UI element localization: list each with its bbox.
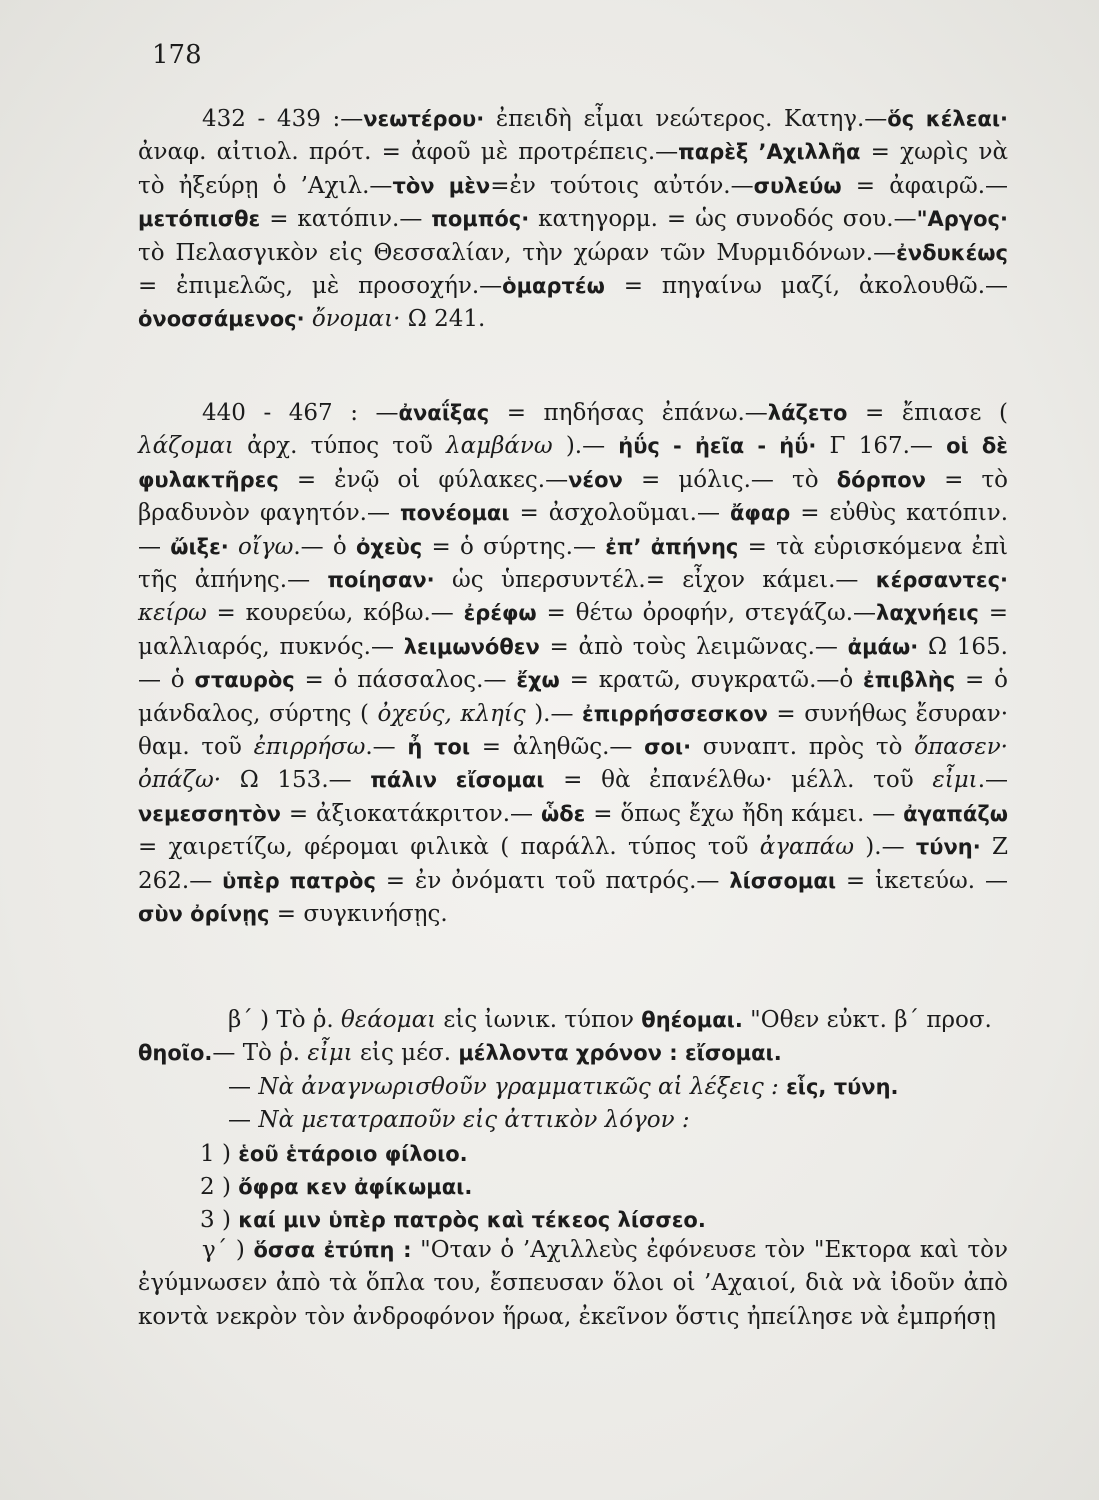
exercise-b-line2: θηοῖο.— Τὸ ῥ. εἶμι εἰς μέσ. μέλλοντα χρόνον : εἴσομαι. [138,1040,782,1067]
exercise-list-item-1: 1 ) ἑοῦ ἑτάροιο φίλοιο. [200,1140,468,1167]
exercise-b-line3: — Νὰ ἀναγνωρισθοῦν γραμματικῶς αἱ λέξεις : εἷς, τύνη. [228,1073,899,1100]
page-number: 178 [152,40,202,70]
exercise-b-line1: β΄ ) Τὸ ῥ. θεάομαι εἰς ἰωνικ. τύπον θηέομαι. "Οθεν εὐκτ. β΄ προσ. [228,1007,992,1033]
commentary-block-gamma [138,1234,1008,1334]
exercise-b-line4: — Νὰ μετατραποῦν εἰς ἀττικὸν λόγον : [228,1107,690,1134]
paragraph-440-467: 440 - 467 : —ἀναΐξας = πηδήσας ἐπάνω.—λάζετο = ἔπιασε ( λάζομαι ἀρχ. τύπος τοῦ λαμβάνω ).— ἠΰς - ἠεῖα - ἠΰ· Γ 167.— οἱ δὲ φυλακτῆρες = ἐνῷ οἱ φύλακες.—νέον = μόλις.— τὸ δόρπον = τὸ βραδυνὸν φαγητόν.— πονέομαι = ἀσχολοῦμαι.— ἄφαρ = εὐθὺς κατόπιν.— ὤιξε· οἴγω.— ὁ ὀχεὺς = ὁ σύρτης.— ἐπ’ ἀπήνης = τὰ εὑρισκόμενα ἐπὶ τῆς ἀπήνης.— ποίησαν· ὡς ὑπερσυντέλ.= εἶχον κάμει.— κέρσαντες· κείρω = κουρεύω, κόβω.— ἐρέφω = θέτω ὀροφήν, στεγάζω.—λαχνήεις = μαλλιαρός, πυκνός.— λειμωνόθεν = ἀπὸ τοὺς λειμῶνας.— ἀμάω· Ω 165. — ὁ σταυρὸς = ὁ πάσσαλος.— ἔχω = κρατῶ, συγκρατῶ.—ὁ ἐπιβλὴς = ὁ μάνδαλος, σύρτης ( ὀχεύς, κληίς ).— ἐπιρρήσσεσκον = συνήθως ἔσυραν· θαμ. τοῦ ἐπιρρήσω.— ἦ τοι = ἀληθῶς.— σοι· συναπτ. πρὸς τὸ ὄπασεν· ὀπάζω· Ω 153.— πάλιν εἴσομαι = θὰ ἐπανέλθω· μέλλ. τοῦ εἶμι.— νεμεσσητὸν = ἀξιοκατάκριτον.— ὧδε = ὅπως ἔχω ἤδη κάμει. — ἀγαπάζω = χαιρετίζω, φέρομαι φιλικὰ ( παράλλ. τύπος τοῦ ἀγαπάω ).— τύνη· Ζ 262.— ὑπὲρ πατρὸς = ἐν ὀνόματι τοῦ πατρός.— λίσσομαι = ἱκετεύω. — σὺν ὀρίνῃς = συγκινήσῃς. [138,400,1009,928]
commentary-block-440-467 [138,397,1008,932]
exercise-list-item-3: 3 ) καί μιν ὑπὲρ πατρὸς καὶ τέκεος λίσσεο. [200,1207,706,1234]
grammar-exercises [138,1004,1008,1238]
paragraph-gamma: γ΄ ) ὅσσα ἐτύπη : "Οταν ὁ ’Αχιλλεὺς ἐφόνευσε τὸν "Εκτορα καὶ τὸν ἐγύμνωσεν ἀπὸ τὰ ὅπλα του, ἔσπευσαν ὅλοι οἱ ’Αχαιοί, διὰ νὰ ἰδοῦν ἀπὸ κοντὰ νεκρὸν τὸν ἀνδροφόνον ἥρωα, ἐκεῖνον ὅστις ἠπείλησε νὰ ἐμπρήσῃ [138,1237,1009,1330]
paragraph-432-439: 432 - 439 :—νεωτέρου· ἐπειδὴ εἶμαι νεώτερος. Κατηγ.—ὅς κέλεαι· ἀναφ. αἰτιολ. πρότ. = ἀφοῦ μὲ προτρέπεις.—παρὲξ ’Αχιλλῆα = χωρὶς νὰ τὸ ἠξεύρῃ ὁ ’Αχιλ.—τὸν μὲν=ἐν τούτοις αὐτόν.—συλεύω = ἀφαιρῶ.— μετόπισθε = κατόπιν.— πομπός· κατηγορμ. = ὡς συνοδός σου.—"Αργος· τὸ Πελασγικὸν εἰς Θεσσαλίαν, τὴν χώραν τῶν Μυρμιδόνων.—ἐνδυκέως = ἐπιμελῶς, μὲ προσοχήν.—ὁμαρτέω = πηγαίνω μαζί, ἀκολουθῶ.— ὀνοσσάμενος· ὄνομαι· Ω 241. [138,106,1009,333]
exercise-list-item-2: 2 ) ὄφρα κεν ἀφίκωμαι. [200,1174,473,1201]
commentary-block-432-439 [138,103,1008,337]
